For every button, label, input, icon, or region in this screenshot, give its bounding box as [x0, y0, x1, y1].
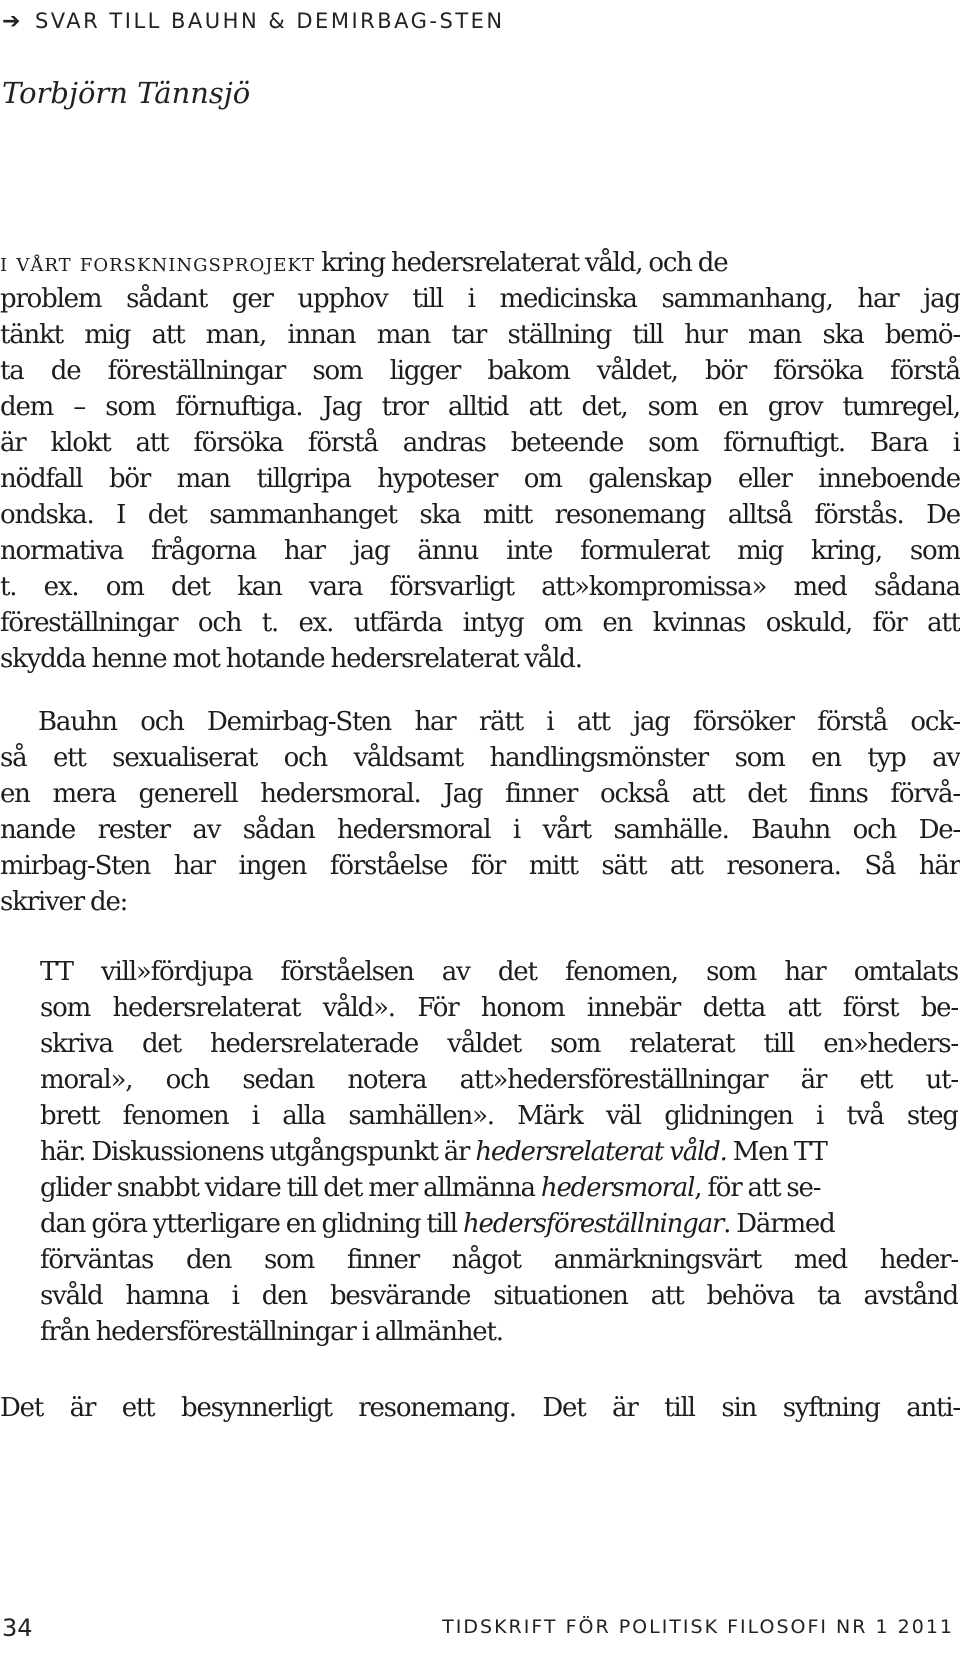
running-header: [2, 4, 505, 38]
line-text: kring hedersrelaterat våld, och de: [321, 248, 728, 278]
text-line: dem – som förnuftiga. Jag tror alltid att det, som en grov tumregel,: [0, 392, 960, 422]
arrow-right-icon: ➔: [2, 8, 23, 34]
text-line: föreställningar och t. ex. utfärda intyg om en kvinnas oskuld, för att: [0, 608, 960, 638]
text-line: ta de föreställningar som ligger bakom våldet, bör försöka förstå: [0, 356, 960, 386]
line-text: här. Diskussionens utgångspunkt är: [40, 1137, 470, 1167]
text-line: är klokt att försöka förstå andras beteende som förnuftigt. Bara i: [0, 428, 960, 458]
text-line: skriver de:: [0, 887, 128, 917]
text-line: t. ex. om det kan vara försvarligt att»kompromissa» med sådana: [0, 572, 960, 602]
line-text: . Därmed: [723, 1209, 835, 1239]
text-line: [40, 1170, 958, 1206]
text-line: tänkt mig att man, innan man tar ställning till hur man ska bemö-: [0, 320, 960, 350]
text-line: TT vill»fördjupa förståelsen av det fenomen, som har omtalats: [40, 957, 958, 987]
text-line: skydda henne mot hotande hedersrelaterat våld.: [0, 644, 582, 674]
emphasis-text: hedersföreställningar: [463, 1209, 724, 1239]
emphasis-text: hedersrelaterat våld.: [475, 1137, 727, 1167]
paragraph-2: [0, 704, 960, 920]
journal-footer: TIDSKRIFT FÖR POLITISK FILOSOFI NR 1 2011: [442, 1616, 954, 1638]
text-line: ondska. I det sammanhanget ska mitt resonemang alltså förstås. De: [0, 500, 960, 530]
text-line: [40, 1206, 958, 1242]
text-line: [0, 245, 960, 281]
paragraph-3: [0, 1390, 960, 1426]
text-line: [40, 1134, 958, 1170]
text-line: svåld hamna i den besvärande situationen att behöva ta avstånd: [40, 1281, 958, 1311]
page-number: 34: [2, 1614, 33, 1642]
text-line: problem sådant ger upphov till i medicinska sammanhang, har jag: [0, 284, 960, 314]
author-name: Torbjörn Tännsjö: [2, 76, 251, 110]
block-quote: [40, 954, 958, 1350]
text-line: nödfall bör man tillgripa hypoteser om galenskap eller inneboende: [0, 464, 960, 494]
paragraph-1: [0, 245, 960, 677]
text-line: nande rester av sådan hedersmoral i vårt samhälle. Bauhn och De-: [0, 815, 960, 845]
text-line: brett fenomen i alla samhällen». Märk väl glidningen i två steg: [40, 1101, 958, 1131]
text-line: moral», och sedan notera att»hedersföreställningar är ett ut-: [40, 1065, 958, 1095]
line-text: glider snabbt vidare till det mer allmänna: [40, 1173, 535, 1203]
text-line: Bauhn och Demirbag-Sten har rätt i att jag försöker förstå ock-: [38, 707, 960, 737]
section-title: SVAR TILL BAUHN & DEMIRBAG-STEN: [34, 9, 505, 33]
smallcaps-lead: i vårt forskningsprojekt: [0, 248, 316, 278]
text-line: förväntas den som finner något anmärkningsvärt med heder-: [40, 1245, 958, 1275]
text-line: så ett sexualiserat och våldsamt handlingsmönster som en typ av: [0, 743, 960, 773]
line-text: , för att se-: [694, 1173, 821, 1203]
text-line: från hedersföreställningar i allmänhet.: [40, 1317, 503, 1347]
text-line: mirbag-Sten har ingen förståelse för mitt sätt att resonera. Så här: [0, 851, 960, 881]
text-line: normativa frågorna har jag ännu inte formulerat mig kring, som: [0, 536, 960, 566]
text-line: skriva det hedersrelaterade våldet som relaterat till en»heders-: [40, 1029, 958, 1059]
text-line: Det är ett besynnerligt resonemang. Det är till sin syftning anti-: [0, 1393, 960, 1423]
text-line: som hedersrelaterat våld». För honom innebär detta att först be-: [40, 993, 958, 1023]
emphasis-text: hedersmoral: [540, 1173, 695, 1203]
line-text: Men TT: [732, 1137, 827, 1167]
line-text: dan göra ytterligare en glidning till: [40, 1209, 457, 1239]
text-line: en mera generell hedersmoral. Jag finner också att det finns förvå-: [0, 779, 960, 809]
